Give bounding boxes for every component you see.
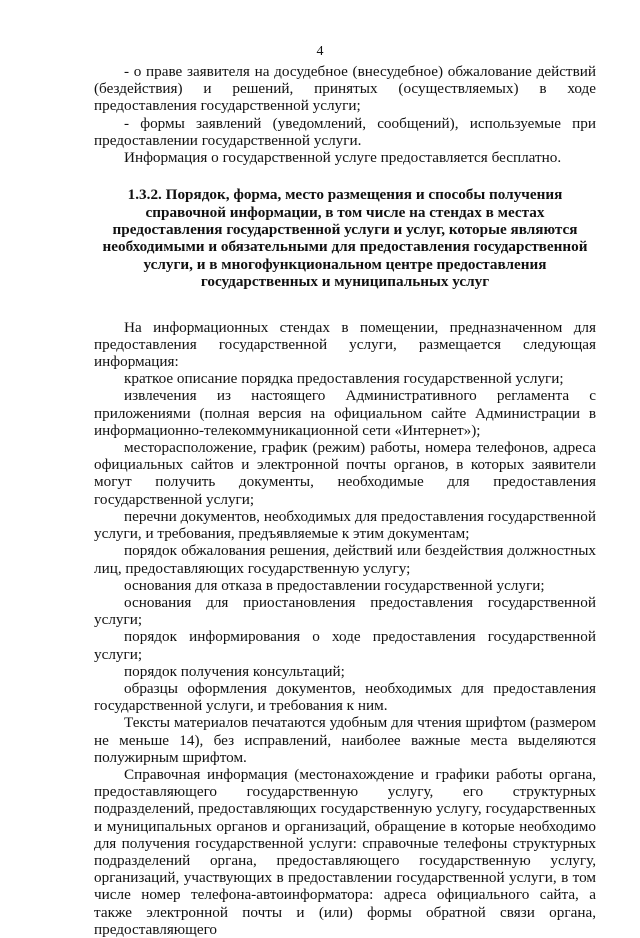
page-number: 4 [316,44,324,59]
body-paragraph: порядок получения консультаций; [124,662,345,680]
body-paragraph: порядок обжалования решения, действий или бездействия должностных лиц, предоставляющих государственную услугу; [94,542,596,577]
intro-paragraph: - о праве заявителя на досудебное (внесудебное) обжалование действий (бездействия) и решений, принятых (осуществляемых) в ходе предоставления государственной услуги; [94,63,596,115]
body-paragraph: основания для приостановления предоставления государственной услуги; [94,593,596,629]
body-paragraph: Тексты материалов печатаются удобным для чтения шрифтом (размером не меньше 14), без исправлений, наиболее важные места выделяются полужирным шрифтом. [94,714,596,766]
body-paragraph: Справочная информация (местонахождение и графики работы органа, предоставляющего государственную услугу, его структурных подразделений, предоставляющих государственную услугу, государственных и муниципальных органов и организаций, обращение в которые необходимо для получения государственной услуги: справочные телефоны структурных подразделений органа, предоставляющего государственную услугу, организаций, участвующих в предоставлении государственной услуги, в том числе номер телефона-автоинформатора: адреса официального сайта, а также электронной почты и (или) формы обратной связи органа, предоставляющего [94,765,596,938]
intro-paragraph: - формы заявлений (уведомлений, сообщений), используемые при предоставлении государственной услуги. [94,114,596,149]
body-paragraph: порядок информирования о ходе предоставления государственной услуги; [94,628,596,663]
section-heading: 1.3.2. Порядок, форма, место размещения и способы получения справочной информации, в том числе на стендах в местах предоставления государственной услуги и услуг, которые являются необходимыми и обязательными для предоставления государственной услуги, и в многофункциональном центре предоставления государственных и муниципальных услуг [102,186,588,291]
body-paragraph: краткое описание порядка предоставления государственной услуги; [124,370,564,388]
body-paragraph: извлечения из настоящего Административного регламента с приложениями (полная версия на официальном сайте Администрации в информационно-телекоммуникационной сети «Интернет»); [94,387,596,439]
body-paragraph: образцы оформления документов, необходимых для предоставления государственной услуги, и требования к ним. [94,679,596,715]
body-paragraph: месторасположение, график (режим) работы, номера телефонов, адреса официальных сайтов и электронной почты органов, в которых заявители могут получить документы, необходимые для предоставления государственной услуги; [94,439,596,508]
intro-paragraph: Информация о государственной услуге предоставляется бесплатно. [124,149,562,167]
body-paragraph: перечни документов, необходимых для предоставления государственной услуги, и требования, предъявляемые к этим документам; [94,507,596,543]
document-body [94,63,596,938]
body-paragraph: На информационных стендах в помещении, предназначенном для предоставления государственной услуги, размещается следующая информация: [94,318,596,371]
body-paragraph: основания для отказа в предоставлении государственной услуги; [124,576,545,594]
